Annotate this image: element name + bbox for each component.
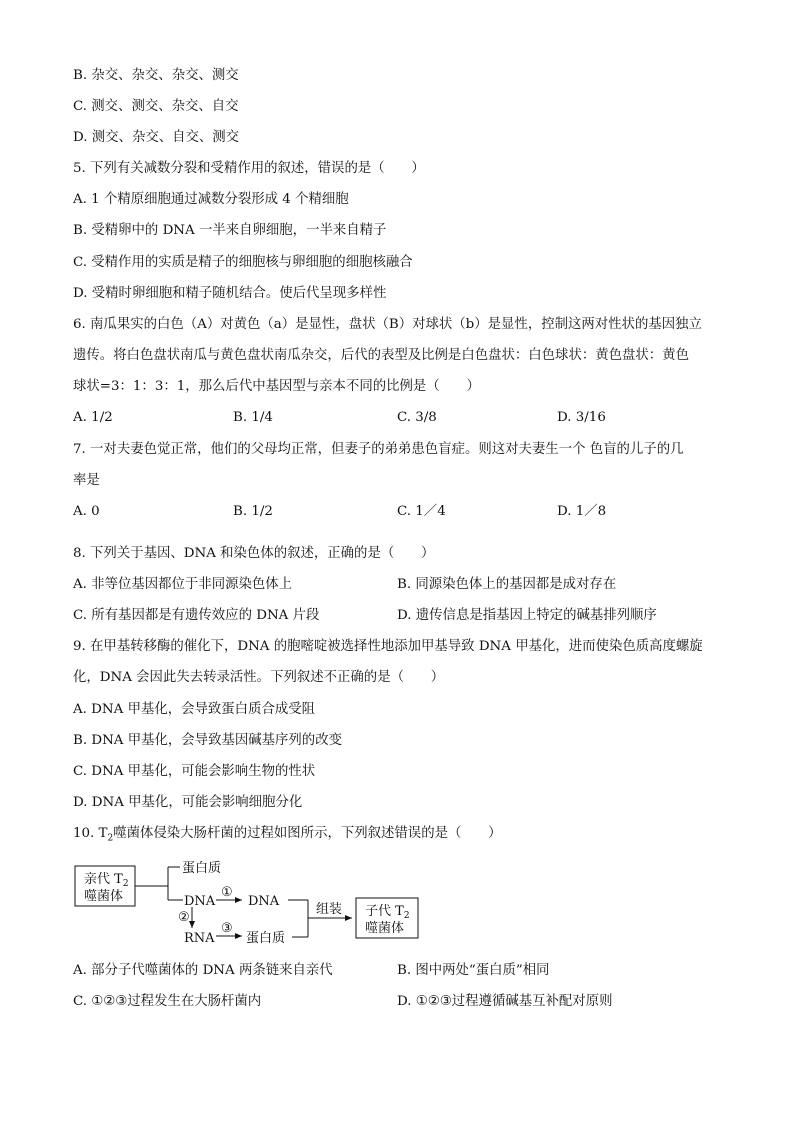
q8-option-a: A. 非等位基因都位于非同源染色体上: [73, 577, 293, 592]
q7-option-b: B. 1/2: [233, 504, 273, 519]
q9-option-a: A. DNA 甲基化，会导致蛋白质合成受阻: [73, 702, 316, 717]
q6-option-b: B. 1/4: [233, 410, 273, 425]
q10-option-a: A. 部分子代噬菌体的 DNA 两条链来自亲代: [73, 963, 333, 978]
q8-stem: 8. 下列关于基因、DNA 和染色体的叙述，正确的是（ ）: [73, 546, 435, 561]
process-2-label: ②: [178, 910, 190, 925]
q7-option-a: A. 0: [73, 504, 100, 519]
protein-top-label: 蛋白质: [182, 861, 222, 876]
child-phage-label-line2: 噬菌体: [365, 921, 405, 936]
dna-left-label: DNA: [184, 894, 216, 909]
q4-option-b: B. 杂交、杂交、杂交、测交: [73, 68, 239, 83]
q6-stem-line2: 遗传。将白色盘状南瓜与黄色盘状南瓜杂交，后代的表型及比例是白色盘状：白色球状：黄色盘状：黄色: [73, 348, 689, 363]
q9-option-d: D. DNA 甲基化，可能会影响细胞分化: [73, 795, 303, 810]
q6-option-d: D. 3/16: [557, 410, 606, 425]
q8-option-d: D. 遗传信息是指基因上特定的碱基排列顺序: [397, 608, 657, 623]
q10-stem-sub: 2: [107, 833, 114, 844]
q4-option-d: D. 测交、杂交、自交、测交: [73, 130, 240, 145]
q5-option-a: A. 1 个精原细胞通过减数分裂形成 4 个精细胞: [73, 192, 349, 207]
q10-stem-post: 噬菌体侵染大肠杆菌的过程如图所示，下列叙述错误的是（ ）: [113, 826, 502, 841]
assembly-label: 组装: [316, 902, 343, 917]
q10-option-c: C. ①②③过程发生在大肠杆菌内: [73, 994, 262, 1009]
q9-option-c: C. DNA 甲基化，可能会影响生物的性状: [73, 764, 316, 779]
q6-option-c: C. 3/8: [397, 410, 437, 425]
q4-option-c: C. 测交、测交、杂交、自交: [73, 99, 239, 114]
q6-stem-line3: 球状=3：1：3：1，那么后代中基因型与亲本不同的比例是（ ）: [73, 379, 480, 394]
q6-stem-line1: 6. 南瓜果实的白色（A）对黄色（a）是显性，盘状（B）对球状（b）是显性，控制这两对性状的基因独立: [73, 317, 702, 332]
q9-stem-line2: 化，DNA 会因此失去转录活性。下列叙述不正确的是（ ）: [73, 670, 445, 685]
q9-option-b: B. DNA 甲基化，会导致基因碱基序列的改变: [73, 733, 342, 748]
q7-stem-line1: 7. 一对夫妻色觉正常，他们的父母均正常，但妻子的弟弟患色盲症。则这对夫妻生一个 色盲的儿子的几: [73, 442, 684, 457]
phage-infection-diagram: [70, 852, 430, 952]
q10-stem: [73, 825, 502, 848]
q8-option-c: C. 所有基因都是有遗传效应的 DNA 片段: [73, 608, 320, 623]
q5-option-c: C. 受精作用的实质是精子的细胞核与卵细胞的细胞核融合: [73, 255, 413, 270]
q8-option-b: B. 同源染色体上的基因都是成对存在: [397, 577, 617, 592]
q5-option-b: B. 受精卵中的 DNA 一半来自卵细胞，一半来自精子: [73, 223, 387, 238]
q9-stem-line1: 9. 在甲基转移酶的催化下，DNA 的胞嘧啶被选择性地添加甲基导致 DNA 甲基化，进而使染色质高度螺旋: [73, 639, 703, 654]
q7-stem-line2: 率是: [73, 473, 100, 488]
rna-label: RNA: [184, 931, 215, 946]
parent-phage-label-line2: 噬菌体: [84, 889, 124, 904]
dna-right-label: DNA: [248, 894, 280, 909]
process-1-label: ①: [221, 885, 233, 900]
q6-option-a: A. 1/2: [73, 410, 113, 425]
q10-option-b: B. 图中两处“蛋白质”相同: [397, 963, 550, 978]
q10-option-d: D. ①②③过程遵循碱基互补配对原则: [397, 994, 613, 1009]
q10-stem-pre: 10. T: [73, 826, 108, 841]
parent-phage-label-line1: 亲代 $T_2$: [84, 872, 129, 889]
q5-stem: 5. 下列有关减数分裂和受精作用的叙述，错误的是（ ）: [73, 161, 425, 176]
q5-option-d: D. 受精时卵细胞和精子随机结合。使后代呈现多样性: [73, 286, 387, 301]
protein-bottom-label: 蛋白质: [246, 931, 286, 946]
q7-option-c: C. 1／4: [397, 504, 446, 519]
process-3-label: ③: [221, 921, 233, 936]
child-phage-label-line1: 子代 $T_2$: [365, 904, 410, 921]
q7-option-d: D. 1／8: [557, 504, 607, 519]
